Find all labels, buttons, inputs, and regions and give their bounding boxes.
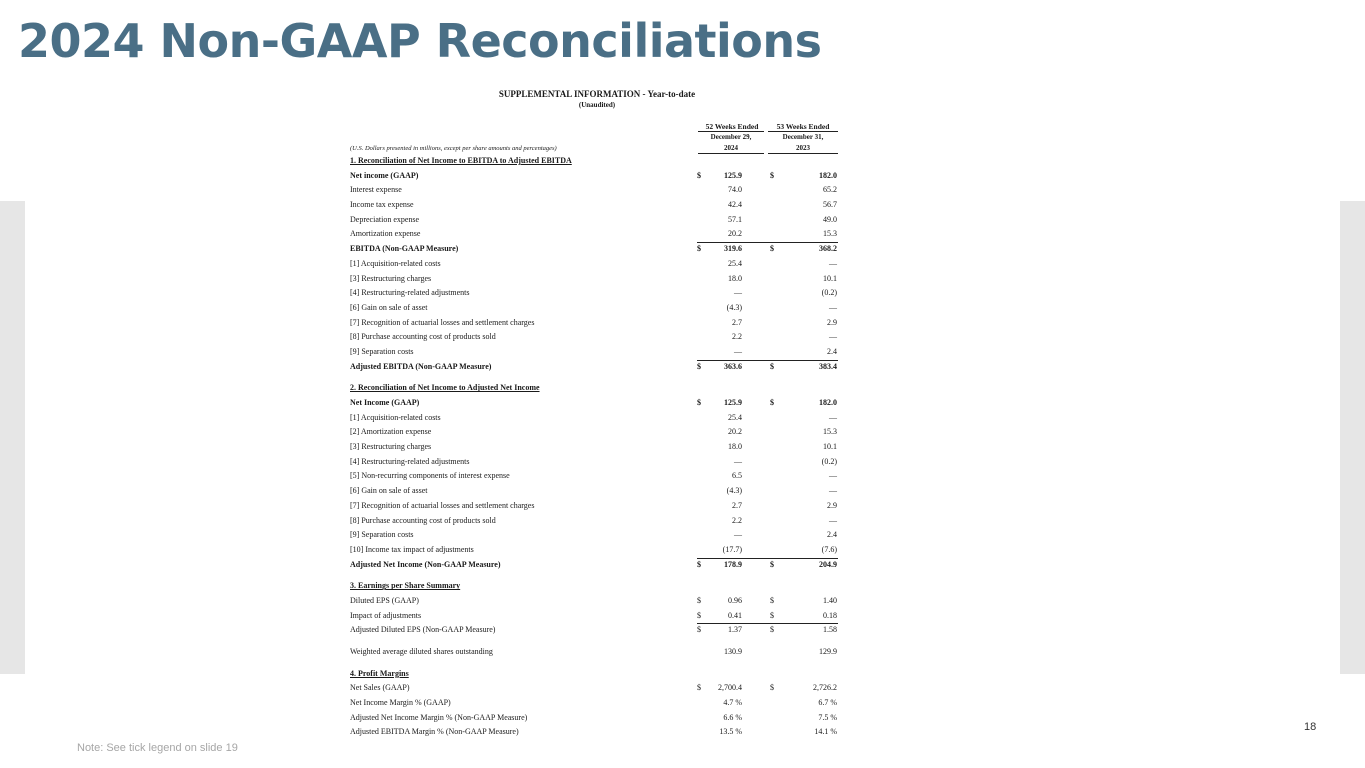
left-side-bar xyxy=(0,201,25,674)
col1-value: 2.2 xyxy=(732,515,742,525)
col1-value: 2.2 xyxy=(732,332,742,342)
section-gap xyxy=(340,374,840,381)
col2-value: — xyxy=(829,332,837,342)
col2-currency: $ xyxy=(770,244,774,254)
row-label: [1] Acquisition-related costs xyxy=(350,412,441,422)
col2-value: 10.1 xyxy=(823,442,837,452)
col1-header: 52 Weeks Ended xyxy=(705,122,759,131)
col1-value: — xyxy=(734,346,742,356)
row-label: Adjusted Diluted EPS (Non-GAAP Measure) xyxy=(350,625,496,635)
report-title: SUPPLEMENTAL INFORMATION - Year-to-date xyxy=(498,89,696,99)
row-label: Net Income Margin % (GAAP) xyxy=(350,698,451,708)
col2-value: (0.2) xyxy=(821,456,837,466)
col2-header: 53 Weeks Ended xyxy=(776,122,830,131)
row-label: [6] Gain on sale of asset xyxy=(350,486,428,496)
col2-value: (7.6) xyxy=(821,544,837,554)
table-row xyxy=(340,681,840,696)
report-sections xyxy=(340,154,840,740)
table-row xyxy=(340,345,840,360)
col2-currency: $ xyxy=(770,610,774,620)
col1-value: (17.7) xyxy=(722,544,742,554)
row-label: Interest expense xyxy=(350,185,402,195)
col2-value: 14.1 % xyxy=(814,727,837,737)
col1-value: — xyxy=(734,456,742,466)
row-label: [1] Acquisition-related costs xyxy=(350,258,441,268)
row-label: Net Income (GAAP) xyxy=(350,398,420,407)
footnote: Note: See tick legend on slide 19 xyxy=(77,742,238,754)
col2-value: 56.7 xyxy=(823,200,837,210)
col1-value: 125.9 xyxy=(724,170,742,180)
row-label: [7] Recognition of actuarial losses and settlement charges xyxy=(350,500,535,510)
col1-value: 6.6 % xyxy=(723,712,742,722)
col2-date: December 31, xyxy=(782,133,824,141)
table-row xyxy=(340,227,840,242)
section-heading-row xyxy=(340,579,840,594)
col1-value: 2.7 xyxy=(732,317,742,327)
col1-value: 20.2 xyxy=(728,427,742,437)
right-side-bar xyxy=(1340,201,1365,674)
row-label: Adjusted Net Income Margin % (Non-GAAP Measure) xyxy=(350,712,528,722)
col2-value: (0.2) xyxy=(821,288,837,298)
table-row xyxy=(340,198,840,213)
table-row xyxy=(340,425,840,440)
col1-value: 178.9 xyxy=(724,559,742,569)
col2-value: 368.2 xyxy=(819,244,837,254)
row-gap xyxy=(340,638,840,645)
col2-value: 15.3 xyxy=(823,427,837,437)
row-label: Income tax expense xyxy=(350,200,414,210)
col2-value: 204.9 xyxy=(819,559,837,569)
column-year-row xyxy=(340,143,840,154)
col1-value: 130.9 xyxy=(724,647,742,656)
col1-value: 125.9 xyxy=(724,398,742,407)
table-row xyxy=(340,543,840,558)
col1-value: — xyxy=(734,288,742,298)
col2-value: 7.5 % xyxy=(818,712,837,722)
table-row xyxy=(340,316,840,331)
row-label: [5] Non-recurring components of interest expense xyxy=(350,471,510,481)
col2-value: 383.4 xyxy=(819,361,837,371)
col1-currency: $ xyxy=(697,559,701,569)
col2-currency: $ xyxy=(770,559,774,569)
section-heading: 1. Reconciliation of Net Income to EBITDA to Adjusted EBITDA xyxy=(350,156,572,165)
page-number: 18 xyxy=(1304,721,1317,733)
col2-value: — xyxy=(829,258,837,268)
col1-value: 13.5 % xyxy=(719,727,742,737)
table-row xyxy=(340,286,840,301)
row-label: Net income (GAAP) xyxy=(350,170,419,180)
table-row xyxy=(340,272,840,287)
col2-value: 0.18 xyxy=(823,610,837,620)
section-heading-row xyxy=(340,381,840,396)
section-heading-row xyxy=(340,154,840,169)
row-label: Adjusted Net Income (Non-GAAP Measure) xyxy=(350,559,501,569)
col2-value: 49.0 xyxy=(823,214,837,224)
col1-currency: $ xyxy=(697,610,701,620)
col1-currency: $ xyxy=(697,595,701,605)
row-label: Impact of adjustments xyxy=(350,610,422,620)
row-label: [4] Restructuring-related adjustments xyxy=(350,288,470,298)
col2-currency: $ xyxy=(770,398,774,407)
col2-value: 2.4 xyxy=(827,346,837,356)
row-label: [4] Restructuring-related adjustments xyxy=(350,456,470,466)
row-label: [3] Restructuring charges xyxy=(350,442,432,452)
table-row xyxy=(340,469,840,484)
col2-currency: $ xyxy=(770,683,774,693)
col1-value: 0.41 xyxy=(728,610,742,620)
table-row xyxy=(340,301,840,316)
table-row xyxy=(340,594,840,609)
table-row xyxy=(340,711,840,726)
row-label: Amortization expense xyxy=(350,229,421,239)
col2-year: 2023 xyxy=(796,144,810,152)
table-row xyxy=(340,558,840,573)
table-row xyxy=(340,725,840,740)
table-row xyxy=(340,242,840,257)
section-heading-row xyxy=(340,667,840,682)
row-label: [9] Separation costs xyxy=(350,346,414,356)
table-row xyxy=(340,499,840,514)
col2-value: 129.9 xyxy=(819,647,837,656)
table-row xyxy=(340,213,840,228)
supplemental-report xyxy=(340,88,840,740)
col1-value: 74.0 xyxy=(728,185,742,195)
col1-value: 57.1 xyxy=(728,214,742,224)
row-label: [6] Gain on sale of asset xyxy=(350,302,428,312)
col2-value: — xyxy=(829,412,837,422)
col2-value: 10.1 xyxy=(823,273,837,283)
col2-value: 6.7 % xyxy=(818,698,837,708)
col2-value: 15.3 xyxy=(823,229,837,239)
col2-value: — xyxy=(829,486,837,496)
col1-value: 4.7 % xyxy=(723,698,742,708)
row-label: [8] Purchase accounting cost of products sold xyxy=(350,515,496,525)
row-label: [3] Restructuring charges xyxy=(350,273,432,283)
row-label: Adjusted EBITDA (Non-GAAP Measure) xyxy=(350,361,492,371)
column-date-row xyxy=(340,132,840,143)
section-gap xyxy=(340,572,840,579)
col1-currency: $ xyxy=(697,361,701,371)
col2-value: 182.0 xyxy=(819,398,837,407)
table-row xyxy=(340,330,840,345)
section-heading: 3. Earnings per Share Summary xyxy=(350,581,461,591)
col2-value: 1.58 xyxy=(823,625,837,635)
col1-currency: $ xyxy=(697,683,701,693)
slide-title: 2024 Non-GAAP Reconciliations xyxy=(18,14,822,68)
table-row xyxy=(340,183,840,198)
col2-currency: $ xyxy=(770,625,774,635)
col1-currency: $ xyxy=(697,170,701,180)
col1-value: (4.3) xyxy=(726,486,742,496)
section-gap xyxy=(340,660,840,667)
table-row xyxy=(340,411,840,426)
row-label: [9] Separation costs xyxy=(350,530,414,540)
col1-value: 1.37 xyxy=(728,625,742,635)
col1-date: December 29, xyxy=(710,133,752,141)
col1-value: 42.4 xyxy=(728,200,742,210)
col2-value: 2.4 xyxy=(827,530,837,540)
row-label: [2] Amortization expense xyxy=(350,427,432,437)
col2-value: 182.0 xyxy=(819,170,837,180)
col1-value: 6.5 xyxy=(732,471,742,481)
table-row xyxy=(340,696,840,711)
table-row xyxy=(340,645,840,660)
col1-currency: $ xyxy=(697,625,701,635)
table-row xyxy=(340,609,840,624)
col2-currency: $ xyxy=(770,361,774,371)
row-label: Diluted EPS (GAAP) xyxy=(350,595,419,605)
col1-value: 0.96 xyxy=(728,595,742,605)
table-row xyxy=(340,440,840,455)
section-heading: 2. Reconciliation of Net Income to Adjusted Net Income xyxy=(350,383,540,393)
row-label: [7] Recognition of actuarial losses and settlement charges xyxy=(350,317,535,327)
col1-year: 2024 xyxy=(724,144,738,152)
row-label: Weighted average diluted shares outstanding xyxy=(350,647,493,656)
col1-value: (4.3) xyxy=(726,302,742,312)
col1-value: — xyxy=(734,530,742,540)
col1-value: 18.0 xyxy=(728,442,742,452)
report-subtitle: (Unaudited) xyxy=(578,101,616,109)
col1-value: 18.0 xyxy=(728,273,742,283)
table-row xyxy=(340,623,840,638)
table-row xyxy=(340,455,840,470)
col1-currency: $ xyxy=(697,244,701,254)
col1-value: 363.6 xyxy=(724,361,742,371)
col1-value: 319.6 xyxy=(724,244,742,254)
col1-value: 25.4 xyxy=(728,258,742,268)
col2-value: 2.9 xyxy=(827,500,837,510)
table-row xyxy=(340,514,840,529)
col2-value: 65.2 xyxy=(823,185,837,195)
table-row xyxy=(340,169,840,184)
col1-value: 20.2 xyxy=(728,229,742,239)
row-label: EBITDA (Non-GAAP Measure) xyxy=(350,244,459,254)
col1-currency: $ xyxy=(697,398,701,407)
units-note: (U.S. Dollars presented in millions, except per share amounts and percentages) xyxy=(350,145,557,152)
table-row xyxy=(340,484,840,499)
col2-value: — xyxy=(829,515,837,525)
table-row xyxy=(340,528,840,543)
row-label: [8] Purchase accounting cost of products sold xyxy=(350,332,496,342)
col2-currency: $ xyxy=(770,170,774,180)
row-label: [10] Income tax impact of adjustments xyxy=(350,544,474,554)
col1-value: 25.4 xyxy=(728,412,742,422)
section-heading: 4. Profit Margins xyxy=(350,668,409,678)
table-row xyxy=(340,396,840,411)
col2-value: 2.9 xyxy=(827,317,837,327)
col2-value: 1.40 xyxy=(823,595,837,605)
col2-value: — xyxy=(829,471,837,481)
col1-value: 2,700.4 xyxy=(718,683,742,693)
table-row xyxy=(340,360,840,375)
column-header-row xyxy=(340,120,840,132)
row-label: Net Sales (GAAP) xyxy=(350,683,410,693)
col1-value: 2.7 xyxy=(732,500,742,510)
table-row xyxy=(340,257,840,272)
col2-currency: $ xyxy=(770,595,774,605)
col2-value: — xyxy=(829,302,837,312)
row-label: Depreciation expense xyxy=(350,214,420,224)
col2-value: 2,726.2 xyxy=(813,683,837,693)
row-label: Adjusted EBITDA Margin % (Non-GAAP Measure) xyxy=(350,727,519,737)
